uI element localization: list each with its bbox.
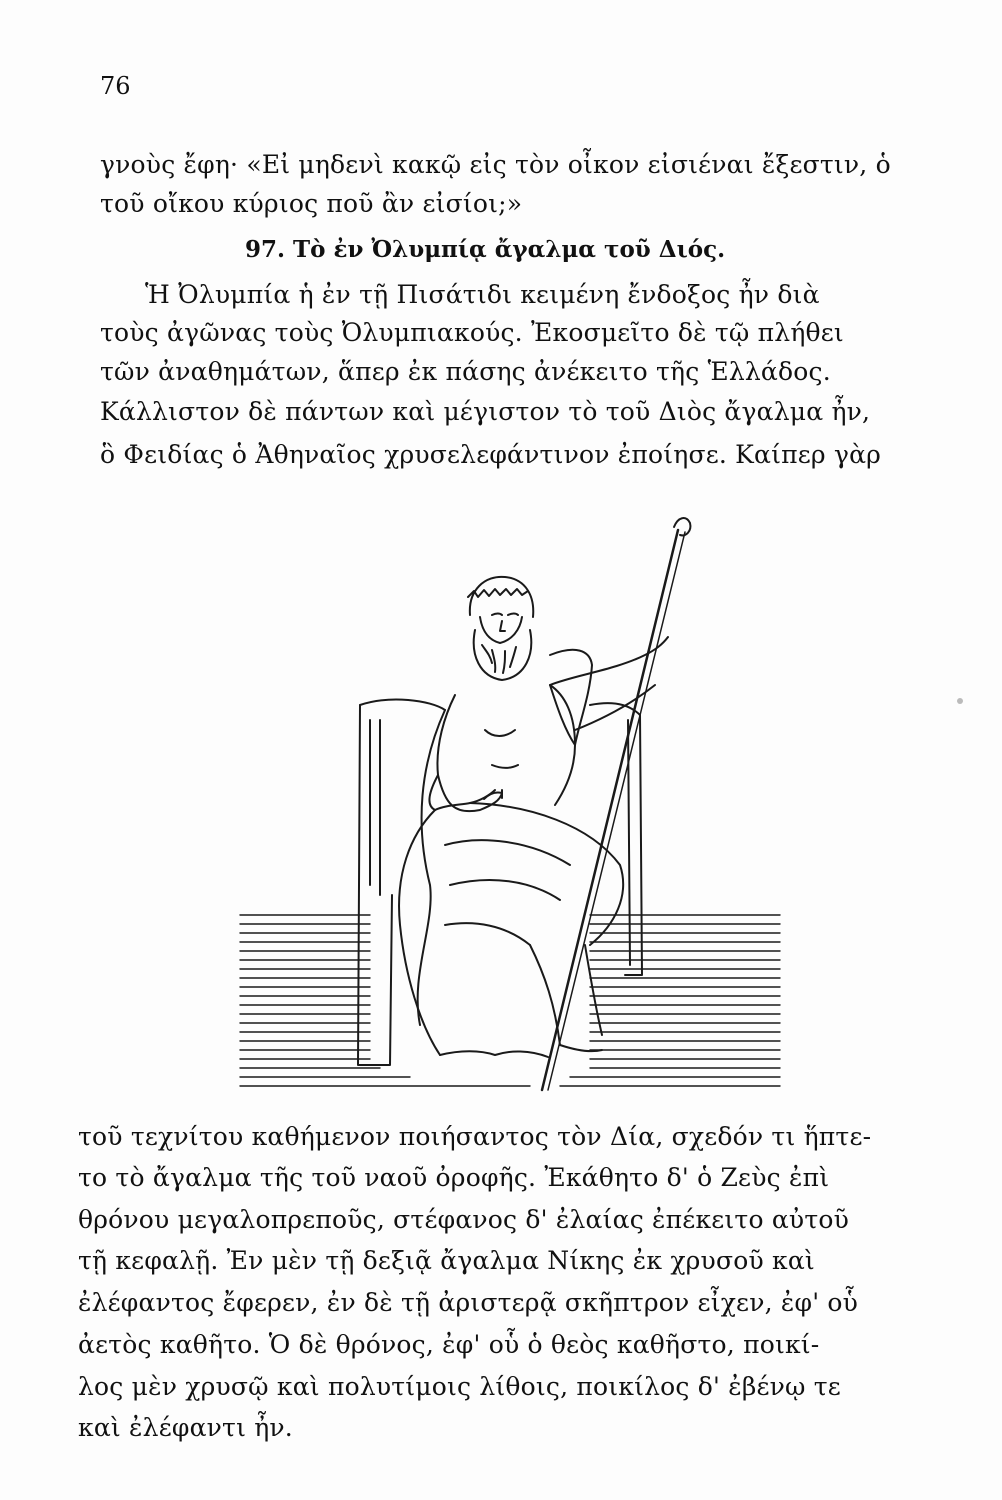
text-line: ἐλέφαντος ἔφερεν, ἐν δὲ τῇ ἀριστερᾷ σκῆπτρον εἶχεν, ἐφ' οὗ [78,1288,859,1317]
text-line: ἀετὸς καθῆτο. Ὁ δὲ θρόνος, ἐφ' οὗ ὁ θεὸς καθῆστο, ποικί- [78,1330,820,1359]
zeus-lap-drapery [399,803,623,1057]
paper-speck [957,698,963,704]
text-line: λος μὲν χρυσῷ καὶ πολυτίμοις λίθοις, ποικίλος δ' ἐβένῳ τε [78,1372,841,1401]
text-line: Ἡ Ὀλυμπία ἡ ἐν τῇ Πισάτιδι κειμένη ἔνδοξος ἦν διὰ [145,280,820,309]
sceptre [542,518,690,1090]
text-line: τοῦ οἴκου κύριος ποῦ ἂν εἰσίοι;» [100,189,523,218]
zeus-statue-illustration [230,505,790,1105]
drapery [418,710,445,1025]
zeus-torso [429,685,575,810]
text-line: Κάλλιστον δὲ πάντων καὶ μέγιστον τὸ τοῦ Διὸς ἄγαλμα ἦν, [100,397,871,426]
text-line: τοῦ τεχνίτου καθήμενον ποιήσαντος τὸν Δία, σχεδόν τι ἥπτε- [78,1122,872,1151]
page-number: 76 [100,72,131,100]
floor-hatching [240,915,780,1086]
text-line: τῇ κεφαλῇ. Ἐν μὲν τῇ δεξιᾷ ἄγαλμα Νίκης ἐκ χρυσοῦ καὶ [78,1246,815,1275]
section-heading: 97. Τὸ ἐν Ὀλυμπίᾳ ἄγαλμα τοῦ Διός. [245,236,726,263]
text-line: τῶν ἀναθημάτων, ἅπερ ἐκ πάσης ἀνέκειτο τῆς Ἑλλάδος. [100,357,831,386]
text-line: τοὺς ἀγῶνας τοὺς Ὀλυμπιακούς. Ἐκοσμεῖτο δὲ τῷ πλήθει [100,318,844,347]
text-line: ὃ Φειδίας ὁ Ἀθηναῖος χρυσελεφάντινον ἐποίησε. Καίπερ γὰρ [100,440,882,469]
text-line: θρόνου μεγαλοπρεποῦς, στέφανος δ' ἐλαίας ἐπέκειτο αὐτοῦ [78,1205,850,1234]
text-line: το τὸ ἄγαλμα τῆς τοῦ ναοῦ ὀροφῆς. Ἐκάθητο δ' ὁ Ζεὺς ἐπὶ [78,1163,830,1192]
text-line: γνοὺς ἔφη· «Εἰ μηδενὶ κακῷ εἰς τὸν οἶκον εἰσιέναι ἔξεστιν, ὁ [100,150,891,179]
cloak [550,650,592,745]
zeus-head [468,577,533,680]
text-line: καὶ ἐλέφαντι ἦν. [78,1413,293,1442]
